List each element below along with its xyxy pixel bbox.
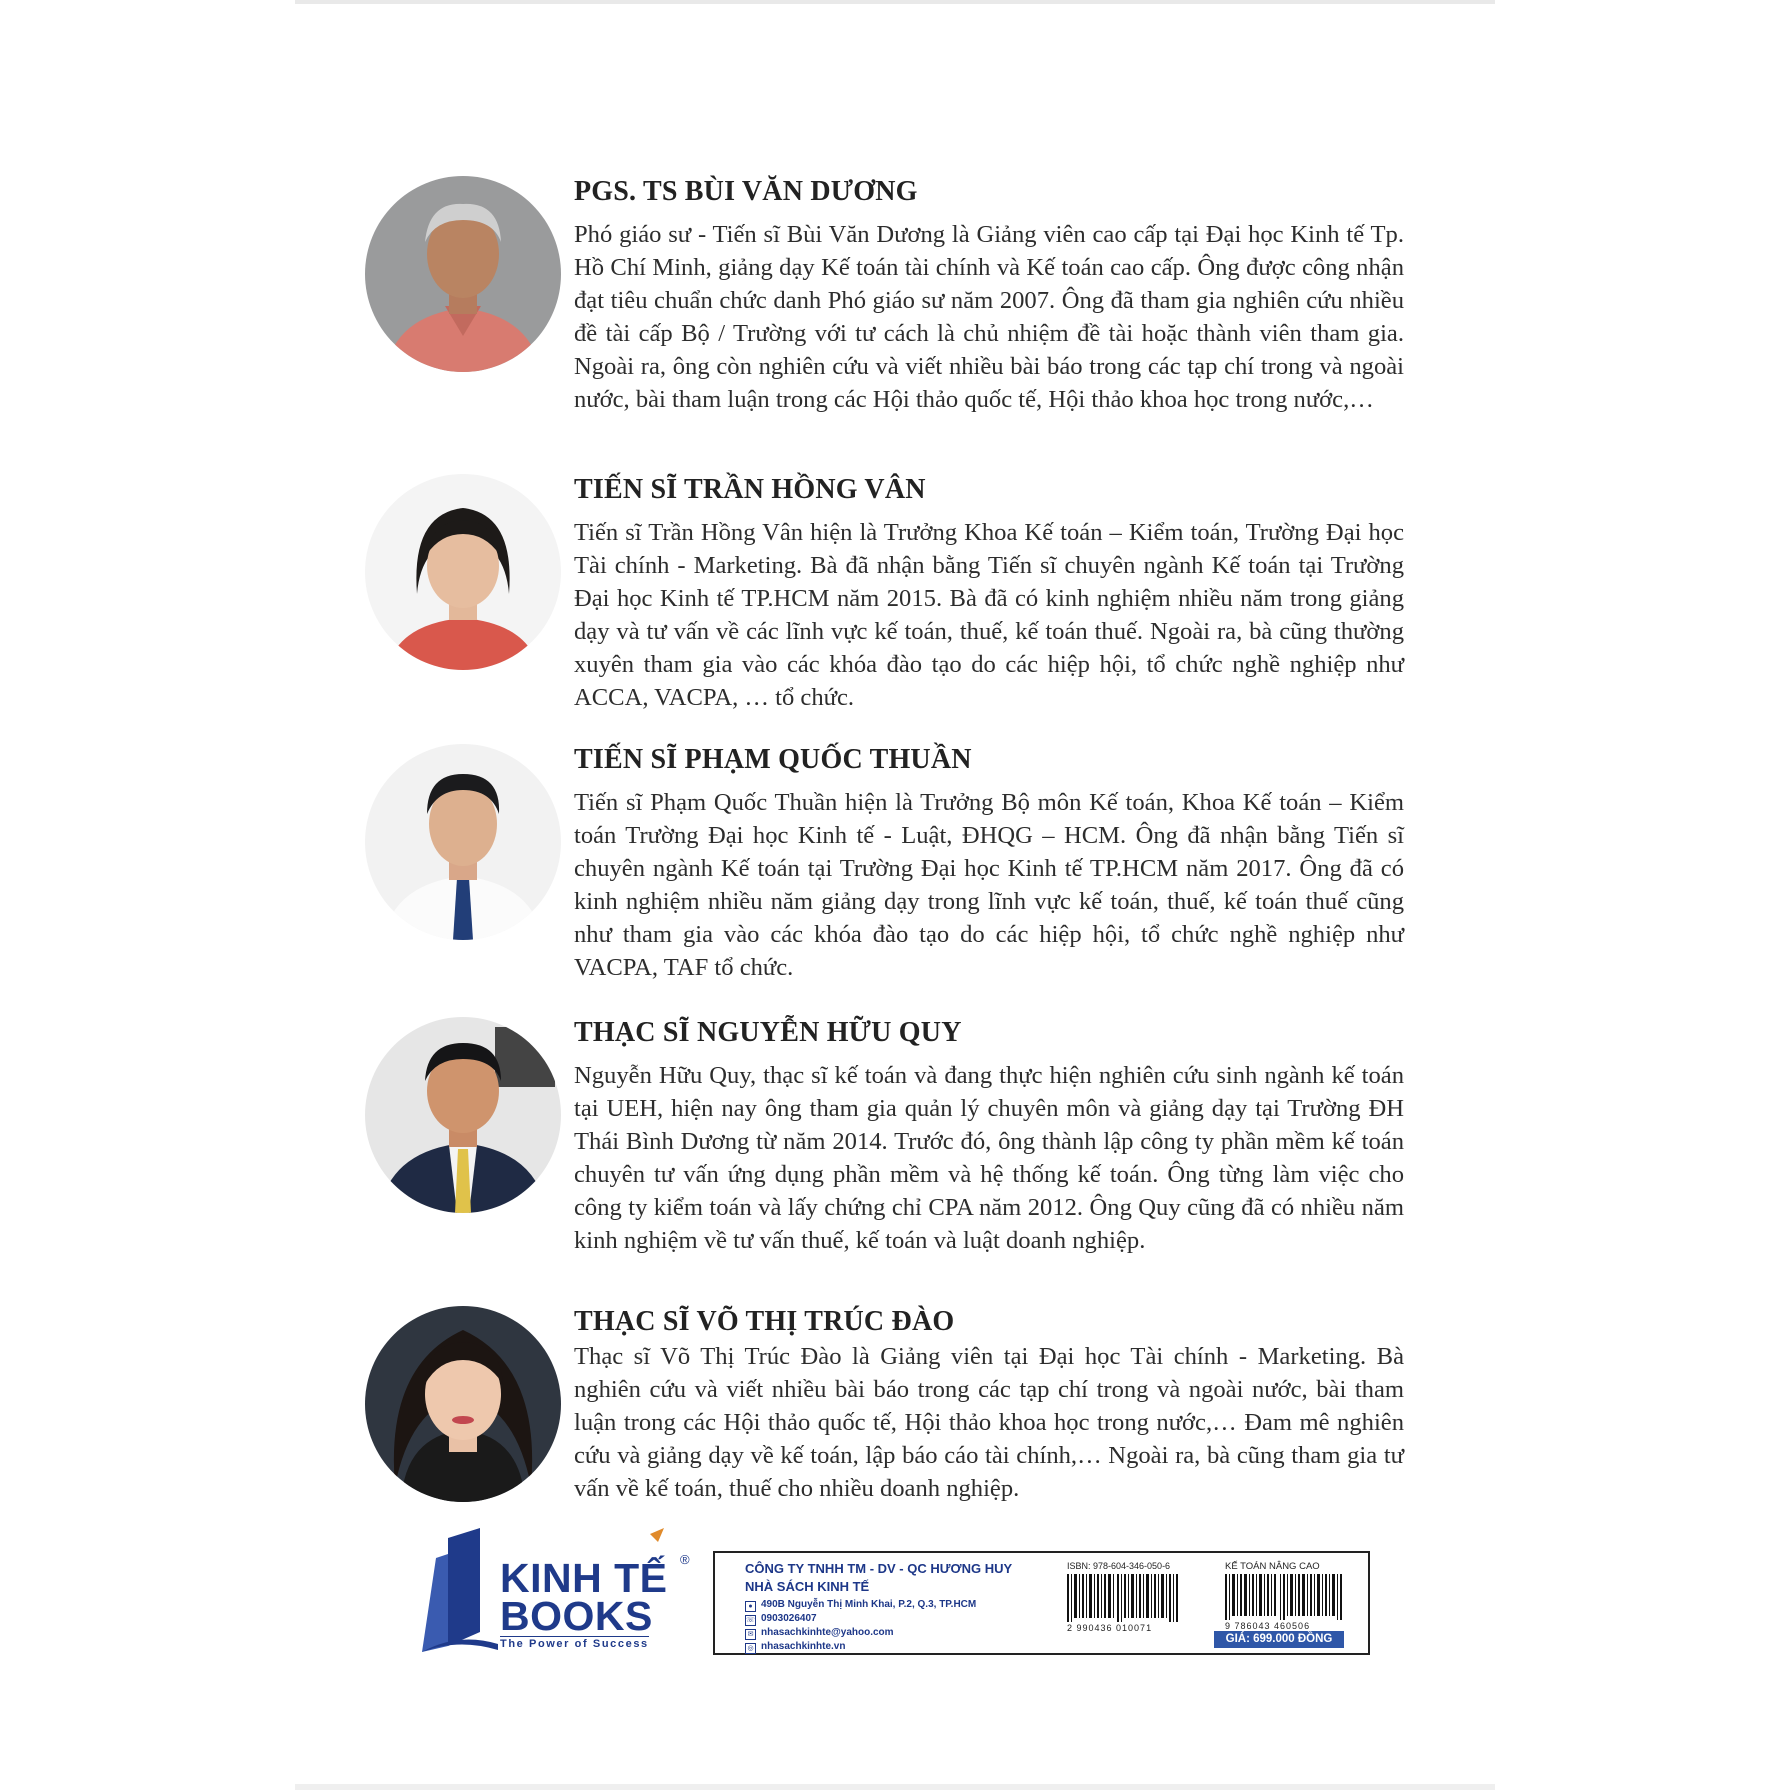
author-photo <box>365 176 561 372</box>
publisher-email: ✉ nhasachkinhte@yahoo.com <box>745 1627 894 1640</box>
ean-barcode-digits: 9 786043 460506 <box>1225 1621 1311 1631</box>
author-bio: Phó giáo sư - Tiến sĩ Bùi Văn Dương là Giảng viên cao cấp tại Đại học Kinh tế Tp. Hồ Chí Minh, giảng dạy Kế toán tài chính và Kế toán cao cấp. Ông được công nhận đạt tiêu chuẩn chức danh Phó giáo sư năm 2007. Ông đã tham gia nghiên cứu nhiều đề tài cấp Bộ / Trường với tư cách là chủ nhiệm đề tài hoặc thành viên tham gia. Ngoài ra, ông còn nghiên cứu và viết nhiều bài báo trong các tạp chí trong và ngoài nước, bài tham luận trong các Hội thảo quốc tế, Hội thảo khoa học trong nước,… <box>574 221 1404 413</box>
logo-line2: BOOKS <box>500 1593 653 1639</box>
isbn-barcode-icon <box>1067 1574 1179 1622</box>
logo-line1: KINH TẾ <box>500 1555 668 1601</box>
publisher-company: CÔNG TY TNHH TM - DV - QC HƯƠNG HUY <box>745 1561 1013 1576</box>
author-name: TIẾN SĨ PHẠM QUỐC THUẦN <box>574 744 972 775</box>
price-badge: GIÁ: 699.000 ĐỒNG <box>1214 1631 1344 1648</box>
portrait-man-white-shirt-tie-icon <box>365 744 561 940</box>
author-photo <box>365 744 561 940</box>
publisher-address: ● 490B Nguyễn Thị Minh Khai, P.2, Q.3, TP.HCM <box>745 1599 976 1612</box>
author-bio: Tiến sĩ Trần Hồng Vân hiện là Trưởng Khoa Kế toán – Kiểm toán, Trường Đại học Tài chính - Marketing. Bà đã nhận bằng Tiến sĩ chuyên ngành Kế toán tại Trường Đại học Kinh tế TP.HCM năm 2015. Bà đã có kinh nghiệm nhiều năm trong giảng dạy và tư vấn về các lĩnh vực kế toán, thuế, kế toán thuế. Ngoài ra, bà cũng thường xuyên tham gia vào các khóa đào tạo do các hiệp hội, tổ chức nghề nghiệp như ACCA, VACPA, … tổ chức. <box>574 519 1404 711</box>
portrait-woman-long-hair-icon <box>365 1306 561 1502</box>
mail-icon: ✉ <box>745 1629 756 1640</box>
isbn-barcode-digits: 2 990436 010071 <box>1067 1623 1153 1633</box>
globe-icon: ◎ <box>745 1643 756 1654</box>
author-photo <box>365 474 561 670</box>
author-photo <box>365 1306 561 1502</box>
author-name: PGS. TS BÙI VĂN DƯƠNG <box>574 176 918 207</box>
author-bio: Thạc sĩ Võ Thị Trúc Đào là Giảng viên tại Đại học Tài chính - Marketing. Bà nghiên cứu và viết nhiều bài báo trong các tạp chí trong và ngoài nước, bài tham luận trong các Hội thảo quốc tế, Hội thảo khoa học trong nước,… Đam mê nghiên cứu và giảng dạy về kế toán, lập báo cáo tài chính,… Ngoài ra, bà cũng tham gia tư vấn về kế toán, thuế cho nhiều doanh nghiệp. <box>574 1343 1404 1502</box>
book-title: KẾ TOÁN NÂNG CAO <box>1225 1561 1320 1572</box>
publisher-phone: ☏ 0903026407 <box>746 1613 817 1624</box>
author-name: THẠC SĨ NGUYỄN HỮU QUY <box>574 1017 962 1048</box>
author-name: THẠC SĨ VÕ THỊ TRÚC ĐÀO <box>574 1306 955 1337</box>
publisher-website: ◎ nhasachkinhte.vn <box>745 1641 845 1654</box>
author-photo <box>365 1017 561 1213</box>
portrait-woman-red-shirt-icon <box>365 474 561 670</box>
registered-mark: ® <box>680 1552 690 1567</box>
location-icon: ● <box>745 1601 756 1612</box>
author-name: TIẾN SĨ TRẦN HỒNG VÂN <box>574 474 926 505</box>
top-edge-rule <box>295 0 1495 4</box>
publisher-store: NHÀ SÁCH KINH TẾ <box>745 1579 870 1594</box>
author-bio: Nguyễn Hữu Quy, thạc sĩ kế toán và đang thực hiện nghiên cứu sinh ngành kế toán tại UEH, hiện nay ông tham gia quản lý chuyên môn và giảng dạy tại Trường ĐH Thái Bình Dương từ năm 2014. Trước đó, ông thành lập công ty phần mềm kế toán chuyên tư vấn ứng dụng phần mềm và hệ thống kế toán. Ông từng làm việc cho công ty kiểm toán và lấy chứng chỉ CPA năm 2012. Ông Quy cũng đã có nhiều năm kinh nghiệm về tư vấn thuế, kế toán và luật doanh nghiệp. <box>574 1062 1404 1254</box>
bottom-edge-rule <box>295 1784 1495 1790</box>
portrait-man-suit-yellow-tie-icon <box>365 1017 561 1213</box>
isbn-label: ISBN: 978-604-346-050-6 <box>1067 1561 1171 1571</box>
publisher-logo <box>418 1528 700 1653</box>
publisher-info-box <box>713 1551 1370 1655</box>
ean-barcode-icon <box>1225 1574 1345 1620</box>
author-bio: Tiến sĩ Phạm Quốc Thuần hiện là Trưởng Bộ môn Kế toán, Khoa Kế toán – Kiểm toán Trường Đại học Kinh tế - Luật, ĐHQG – HCM. Ông đã nhận bằng Tiến sĩ chuyên ngành Kế toán tại Trường Đại học Kinh tế TP.HCM năm 2017. Ông đã có kinh nghiệm nhiều năm giảng dạy trong lĩnh vực kế toán, thuế, kế toán thuế cũng như tham gia vào các khóa đào tạo do các hiệp hội, tổ chức nghề nghiệp như VACPA, TAF tổ chức. <box>574 789 1404 981</box>
phone-icon: ☏ <box>746 1617 755 1624</box>
portrait-man-gray-hair-icon <box>365 176 561 372</box>
logo-tagline: The Power of Success <box>500 1638 649 1650</box>
